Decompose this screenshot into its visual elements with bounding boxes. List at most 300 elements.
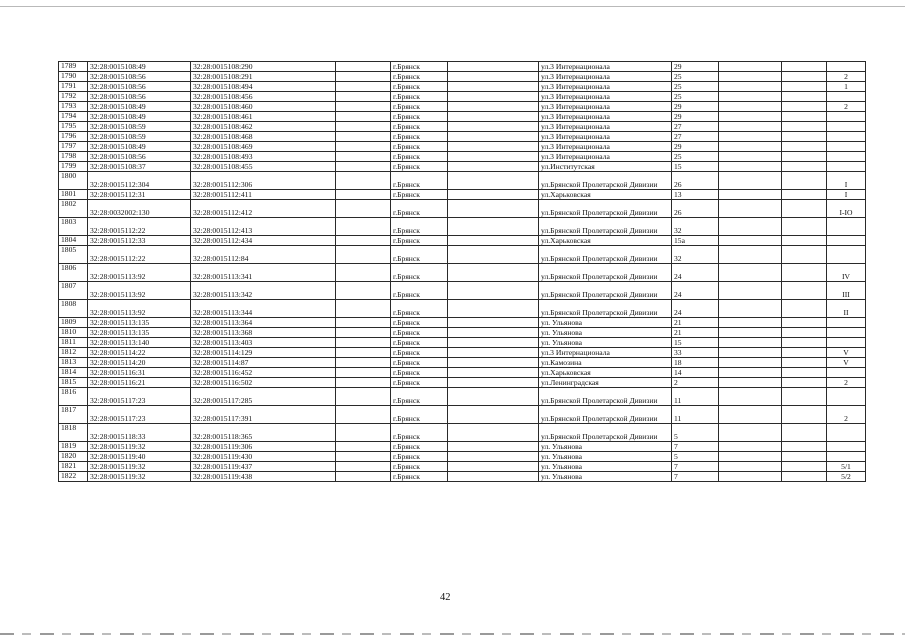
- empty-cell: [719, 190, 782, 200]
- empty-cell: [719, 282, 782, 300]
- cadastral-number-cell: 32:28:0015112:304: [88, 172, 191, 190]
- apartment-cell: [827, 112, 866, 122]
- empty-cell: [336, 424, 391, 442]
- object-number-cell: 32:28:0015112:306: [191, 172, 336, 190]
- apartment-cell: [827, 162, 866, 172]
- street-cell: ул.Харьковская: [539, 190, 672, 200]
- city-cell: г.Брянск: [391, 172, 448, 190]
- apartment-cell: [827, 92, 866, 102]
- house-number-cell: 21: [672, 328, 719, 338]
- registry-table: [58, 61, 866, 482]
- row-number-cell: 1810: [59, 328, 88, 338]
- empty-cell: [782, 264, 827, 282]
- row-number-cell: 1819: [59, 442, 88, 452]
- object-number-cell: 32:28:0015113:341: [191, 264, 336, 282]
- object-number-cell: 32:28:0015108:462: [191, 122, 336, 132]
- city-cell: г.Брянск: [391, 328, 448, 338]
- row-number-cell: 1817: [59, 406, 88, 424]
- empty-cell: [719, 388, 782, 406]
- empty-cell: [336, 462, 391, 472]
- object-number-cell: 32:28:0015114:129: [191, 348, 336, 358]
- street-cell: ул.Брянской Пролетарской Дивизии: [539, 172, 672, 190]
- cadastral-number-cell: 32:28:0015114:20: [88, 358, 191, 368]
- street-cell: ул.Брянской Пролетарской Дивизии: [539, 218, 672, 236]
- table-row: [59, 218, 866, 236]
- cadastral-number-cell: 32:28:0015112:31: [88, 190, 191, 200]
- house-number-cell: 29: [672, 62, 719, 72]
- cadastral-number-cell: 32:28:0015112:33: [88, 236, 191, 246]
- house-number-cell: 24: [672, 264, 719, 282]
- house-number-cell: 11: [672, 406, 719, 424]
- empty-cell: [719, 112, 782, 122]
- cadastral-number-cell: 32:28:0015113:92: [88, 282, 191, 300]
- empty-cell: [448, 172, 539, 190]
- street-cell: ул.3 Интернационала: [539, 112, 672, 122]
- apartment-cell: [827, 62, 866, 72]
- row-number-cell: 1790: [59, 72, 88, 82]
- table-row: [59, 406, 866, 424]
- object-number-cell: 32:28:0015119:438: [191, 472, 336, 482]
- row-number-cell: 1816: [59, 388, 88, 406]
- empty-cell: [782, 246, 827, 264]
- empty-cell: [336, 358, 391, 368]
- object-number-cell: 32:28:0015108:291: [191, 72, 336, 82]
- cadastral-number-cell: 32:28:0015119:32: [88, 472, 191, 482]
- empty-cell: [448, 264, 539, 282]
- empty-cell: [719, 358, 782, 368]
- row-number-cell: 1814: [59, 368, 88, 378]
- house-number-cell: 29: [672, 112, 719, 122]
- empty-cell: [719, 162, 782, 172]
- empty-cell: [782, 406, 827, 424]
- table-row: [59, 172, 866, 190]
- empty-cell: [782, 102, 827, 112]
- table-row: [59, 300, 866, 318]
- street-cell: ул. Ульянова: [539, 338, 672, 348]
- row-number-cell: 1797: [59, 142, 88, 152]
- empty-cell: [336, 388, 391, 406]
- row-number-cell: 1792: [59, 92, 88, 102]
- empty-cell: [448, 358, 539, 368]
- cadastral-number-cell: 32:28:0015112:22: [88, 246, 191, 264]
- object-number-cell: 32:28:0015119:430: [191, 452, 336, 462]
- empty-cell: [336, 264, 391, 282]
- table-row: [59, 102, 866, 112]
- empty-cell: [719, 82, 782, 92]
- street-cell: ул.Брянской Пролетарской Дивизии: [539, 388, 672, 406]
- street-cell: ул.3 Интернационала: [539, 152, 672, 162]
- empty-cell: [336, 190, 391, 200]
- row-number-cell: 1805: [59, 246, 88, 264]
- empty-cell: [719, 236, 782, 246]
- empty-cell: [782, 142, 827, 152]
- row-number-cell: 1798: [59, 152, 88, 162]
- empty-cell: [782, 82, 827, 92]
- empty-cell: [782, 424, 827, 442]
- empty-cell: [336, 72, 391, 82]
- empty-cell: [782, 378, 827, 388]
- city-cell: г.Брянск: [391, 300, 448, 318]
- street-cell: ул. Ульянова: [539, 452, 672, 462]
- apartment-cell: V: [827, 348, 866, 358]
- object-number-cell: 32:28:0015116:502: [191, 378, 336, 388]
- row-number-cell: 1799: [59, 162, 88, 172]
- registry-table-body: [59, 62, 866, 482]
- house-number-cell: 29: [672, 142, 719, 152]
- city-cell: г.Брянск: [391, 282, 448, 300]
- city-cell: г.Брянск: [391, 246, 448, 264]
- house-number-cell: 15: [672, 338, 719, 348]
- object-number-cell: 32:28:0015112:413: [191, 218, 336, 236]
- row-number-cell: 1820: [59, 452, 88, 462]
- cadastral-number-cell: 32:28:0015118:33: [88, 424, 191, 442]
- empty-cell: [719, 152, 782, 162]
- empty-cell: [448, 388, 539, 406]
- object-number-cell: 32:28:0015112:84: [191, 246, 336, 264]
- table-row: [59, 328, 866, 338]
- empty-cell: [336, 368, 391, 378]
- street-cell: ул.Брянской Пролетарской Дивизии: [539, 282, 672, 300]
- table-row: [59, 338, 866, 348]
- empty-cell: [782, 472, 827, 482]
- city-cell: г.Брянск: [391, 318, 448, 328]
- table-row: [59, 236, 866, 246]
- empty-cell: [336, 142, 391, 152]
- street-cell: ул.3 Интернационала: [539, 72, 672, 82]
- empty-cell: [719, 472, 782, 482]
- empty-cell: [448, 112, 539, 122]
- cadastral-number-cell: 32:28:0015108:56: [88, 152, 191, 162]
- house-number-cell: 25: [672, 152, 719, 162]
- empty-cell: [448, 318, 539, 328]
- apartment-cell: II: [827, 300, 866, 318]
- empty-cell: [336, 472, 391, 482]
- house-number-cell: 26: [672, 200, 719, 218]
- apartment-cell: [827, 388, 866, 406]
- row-number-cell: 1803: [59, 218, 88, 236]
- empty-cell: [336, 328, 391, 338]
- city-cell: г.Брянск: [391, 378, 448, 388]
- empty-cell: [782, 388, 827, 406]
- object-number-cell: 32:28:0015114:87: [191, 358, 336, 368]
- empty-cell: [448, 92, 539, 102]
- empty-cell: [782, 112, 827, 122]
- house-number-cell: 15а: [672, 236, 719, 246]
- apartment-cell: I: [827, 172, 866, 190]
- house-number-cell: 32: [672, 218, 719, 236]
- cadastral-number-cell: 32:28:0015113:135: [88, 328, 191, 338]
- empty-cell: [448, 236, 539, 246]
- empty-cell: [448, 424, 539, 442]
- empty-cell: [719, 328, 782, 338]
- object-number-cell: 32:28:0015108:494: [191, 82, 336, 92]
- empty-cell: [448, 218, 539, 236]
- object-number-cell: 32:28:0015108:460: [191, 102, 336, 112]
- empty-cell: [336, 132, 391, 142]
- empty-cell: [336, 152, 391, 162]
- object-number-cell: 32:28:0015112:412: [191, 200, 336, 218]
- table-row: [59, 112, 866, 122]
- cadastral-number-cell: 32:28:0015119:32: [88, 462, 191, 472]
- cadastral-number-cell: 32:28:0015108:37: [88, 162, 191, 172]
- street-cell: ул.Брянской Пролетарской Дивизии: [539, 406, 672, 424]
- empty-cell: [336, 442, 391, 452]
- city-cell: г.Брянск: [391, 122, 448, 132]
- apartment-cell: [827, 424, 866, 442]
- cadastral-number-cell: 32:28:0015113:135: [88, 318, 191, 328]
- street-cell: ул.3 Интернационала: [539, 348, 672, 358]
- empty-cell: [782, 282, 827, 300]
- street-cell: ул.Камозина: [539, 358, 672, 368]
- table-row: [59, 472, 866, 482]
- house-number-cell: 24: [672, 282, 719, 300]
- row-number-cell: 1793: [59, 102, 88, 112]
- cadastral-number-cell: 32:28:0015116:21: [88, 378, 191, 388]
- city-cell: г.Брянск: [391, 200, 448, 218]
- house-number-cell: 13: [672, 190, 719, 200]
- empty-cell: [719, 378, 782, 388]
- cadastral-number-cell: 32:28:0015108:49: [88, 102, 191, 112]
- table-row: [59, 264, 866, 282]
- apartment-cell: 2: [827, 406, 866, 424]
- empty-cell: [336, 348, 391, 358]
- apartment-cell: [827, 142, 866, 152]
- object-number-cell: 32:28:0015108:469: [191, 142, 336, 152]
- empty-cell: [719, 368, 782, 378]
- city-cell: г.Брянск: [391, 132, 448, 142]
- city-cell: г.Брянск: [391, 236, 448, 246]
- empty-cell: [719, 300, 782, 318]
- empty-cell: [719, 338, 782, 348]
- empty-cell: [448, 472, 539, 482]
- row-number-cell: 1800: [59, 172, 88, 190]
- object-number-cell: 32:28:0015108:456: [191, 92, 336, 102]
- empty-cell: [448, 152, 539, 162]
- house-number-cell: 11: [672, 388, 719, 406]
- cadastral-number-cell: 32:28:0015119:40: [88, 452, 191, 462]
- cadastral-number-cell: 32:28:0015108:49: [88, 62, 191, 72]
- empty-cell: [336, 172, 391, 190]
- page-number: 42: [440, 592, 451, 603]
- house-number-cell: 33: [672, 348, 719, 358]
- empty-cell: [448, 200, 539, 218]
- table-row: [59, 190, 866, 200]
- empty-cell: [719, 264, 782, 282]
- house-number-cell: 5: [672, 424, 719, 442]
- street-cell: ул.Брянской Пролетарской Дивизии: [539, 424, 672, 442]
- empty-cell: [336, 282, 391, 300]
- empty-cell: [719, 218, 782, 236]
- cadastral-number-cell: 32:28:0015108:59: [88, 132, 191, 142]
- house-number-cell: 21: [672, 318, 719, 328]
- row-number-cell: 1804: [59, 236, 88, 246]
- cadastral-number-cell: 32:28:0015112:22: [88, 218, 191, 236]
- object-number-cell: 32:28:0015108:468: [191, 132, 336, 142]
- empty-cell: [782, 328, 827, 338]
- street-cell: ул.Брянской Пролетарской Дивизии: [539, 300, 672, 318]
- empty-cell: [336, 92, 391, 102]
- empty-cell: [782, 218, 827, 236]
- city-cell: г.Брянск: [391, 82, 448, 92]
- street-cell: ул.3 Интернационала: [539, 132, 672, 142]
- city-cell: г.Брянск: [391, 442, 448, 452]
- empty-cell: [336, 406, 391, 424]
- house-number-cell: 5: [672, 452, 719, 462]
- apartment-cell: I: [827, 190, 866, 200]
- apartment-cell: I-IO: [827, 200, 866, 218]
- object-number-cell: 32:28:0015108:455: [191, 162, 336, 172]
- street-cell: ул.Брянской Пролетарской Дивизии: [539, 246, 672, 264]
- apartment-cell: [827, 328, 866, 338]
- empty-cell: [782, 72, 827, 82]
- empty-cell: [448, 162, 539, 172]
- street-cell: ул.Харьковская: [539, 368, 672, 378]
- row-number-cell: 1795: [59, 122, 88, 132]
- cadastral-number-cell: 32:28:0015108:56: [88, 82, 191, 92]
- empty-cell: [782, 62, 827, 72]
- empty-cell: [782, 348, 827, 358]
- empty-cell: [448, 406, 539, 424]
- empty-cell: [448, 282, 539, 300]
- empty-cell: [719, 72, 782, 82]
- table-row: [59, 152, 866, 162]
- city-cell: г.Брянск: [391, 72, 448, 82]
- table-row: [59, 82, 866, 92]
- city-cell: г.Брянск: [391, 142, 448, 152]
- table-row: [59, 442, 866, 452]
- house-number-cell: 27: [672, 122, 719, 132]
- object-number-cell: 32:28:0015113:364: [191, 318, 336, 328]
- empty-cell: [336, 122, 391, 132]
- object-number-cell: 32:28:0015113:368: [191, 328, 336, 338]
- cadastral-number-cell: 32:28:0015119:32: [88, 442, 191, 452]
- city-cell: г.Брянск: [391, 462, 448, 472]
- empty-cell: [336, 338, 391, 348]
- empty-cell: [336, 82, 391, 92]
- object-number-cell: 32:28:0015119:306: [191, 442, 336, 452]
- table-row: [59, 132, 866, 142]
- street-cell: ул. Ульянова: [539, 328, 672, 338]
- house-number-cell: 14: [672, 368, 719, 378]
- street-cell: ул.3 Интернационала: [539, 122, 672, 132]
- row-number-cell: 1815: [59, 378, 88, 388]
- empty-cell: [336, 452, 391, 462]
- empty-cell: [782, 462, 827, 472]
- cadastral-number-cell: 32:28:0015114:22: [88, 348, 191, 358]
- city-cell: г.Брянск: [391, 162, 448, 172]
- city-cell: г.Брянск: [391, 264, 448, 282]
- empty-cell: [336, 112, 391, 122]
- apartment-cell: [827, 338, 866, 348]
- empty-cell: [719, 132, 782, 142]
- city-cell: г.Брянск: [391, 102, 448, 112]
- empty-cell: [448, 300, 539, 318]
- city-cell: г.Брянск: [391, 152, 448, 162]
- house-number-cell: 32: [672, 246, 719, 264]
- street-cell: ул.3 Интернационала: [539, 142, 672, 152]
- empty-cell: [782, 368, 827, 378]
- row-number-cell: 1813: [59, 358, 88, 368]
- table-row: [59, 368, 866, 378]
- apartment-cell: [827, 246, 866, 264]
- house-number-cell: 18: [672, 358, 719, 368]
- house-number-cell: 25: [672, 72, 719, 82]
- house-number-cell: 25: [672, 82, 719, 92]
- city-cell: г.Брянск: [391, 112, 448, 122]
- empty-cell: [336, 318, 391, 328]
- city-cell: г.Брянск: [391, 218, 448, 236]
- street-cell: ул.Брянской Пролетарской Дивизии: [539, 200, 672, 218]
- empty-cell: [719, 102, 782, 112]
- city-cell: г.Брянск: [391, 472, 448, 482]
- empty-cell: [448, 82, 539, 92]
- cadastral-number-cell: 32:28:0015108:56: [88, 72, 191, 82]
- cadastral-number-cell: 32:28:0015113:140: [88, 338, 191, 348]
- empty-cell: [448, 246, 539, 264]
- empty-cell: [448, 442, 539, 452]
- table-row: [59, 452, 866, 462]
- street-cell: ул.Брянской Пролетарской Дивизии: [539, 264, 672, 282]
- empty-cell: [448, 328, 539, 338]
- house-number-cell: 15: [672, 162, 719, 172]
- table-row: [59, 62, 866, 72]
- apartment-cell: [827, 122, 866, 132]
- empty-cell: [719, 92, 782, 102]
- apartment-cell: [827, 132, 866, 142]
- street-cell: ул. Ульянова: [539, 318, 672, 328]
- empty-cell: [782, 172, 827, 190]
- apartment-cell: 5/1: [827, 462, 866, 472]
- table-row: [59, 200, 866, 218]
- city-cell: г.Брянск: [391, 406, 448, 424]
- empty-cell: [336, 246, 391, 264]
- city-cell: г.Брянск: [391, 338, 448, 348]
- cadastral-number-cell: 32:28:0032002:130: [88, 200, 191, 218]
- house-number-cell: 7: [672, 462, 719, 472]
- cadastral-number-cell: 32:28:0015108:49: [88, 112, 191, 122]
- row-number-cell: 1796: [59, 132, 88, 142]
- empty-cell: [336, 62, 391, 72]
- empty-cell: [448, 368, 539, 378]
- empty-cell: [448, 122, 539, 132]
- row-number-cell: 1808: [59, 300, 88, 318]
- row-number-cell: 1801: [59, 190, 88, 200]
- empty-cell: [336, 162, 391, 172]
- table-row: [59, 388, 866, 406]
- apartment-cell: [827, 442, 866, 452]
- empty-cell: [782, 442, 827, 452]
- apartment-cell: 5/2: [827, 472, 866, 482]
- empty-cell: [719, 452, 782, 462]
- table-row: [59, 358, 866, 368]
- object-number-cell: 32:28:0015113:403: [191, 338, 336, 348]
- table-row: [59, 162, 866, 172]
- table-row: [59, 462, 866, 472]
- object-number-cell: 32:28:0015116:452: [191, 368, 336, 378]
- row-number-cell: 1802: [59, 200, 88, 218]
- table-row: [59, 424, 866, 442]
- empty-cell: [719, 200, 782, 218]
- row-number-cell: 1794: [59, 112, 88, 122]
- empty-cell: [719, 442, 782, 452]
- street-cell: ул.3 Интернационала: [539, 82, 672, 92]
- empty-cell: [336, 300, 391, 318]
- apartment-cell: IV: [827, 264, 866, 282]
- house-number-cell: 26: [672, 172, 719, 190]
- table-row: [59, 246, 866, 264]
- cadastral-number-cell: 32:28:0015113:92: [88, 300, 191, 318]
- street-cell: ул.3 Интернационала: [539, 102, 672, 112]
